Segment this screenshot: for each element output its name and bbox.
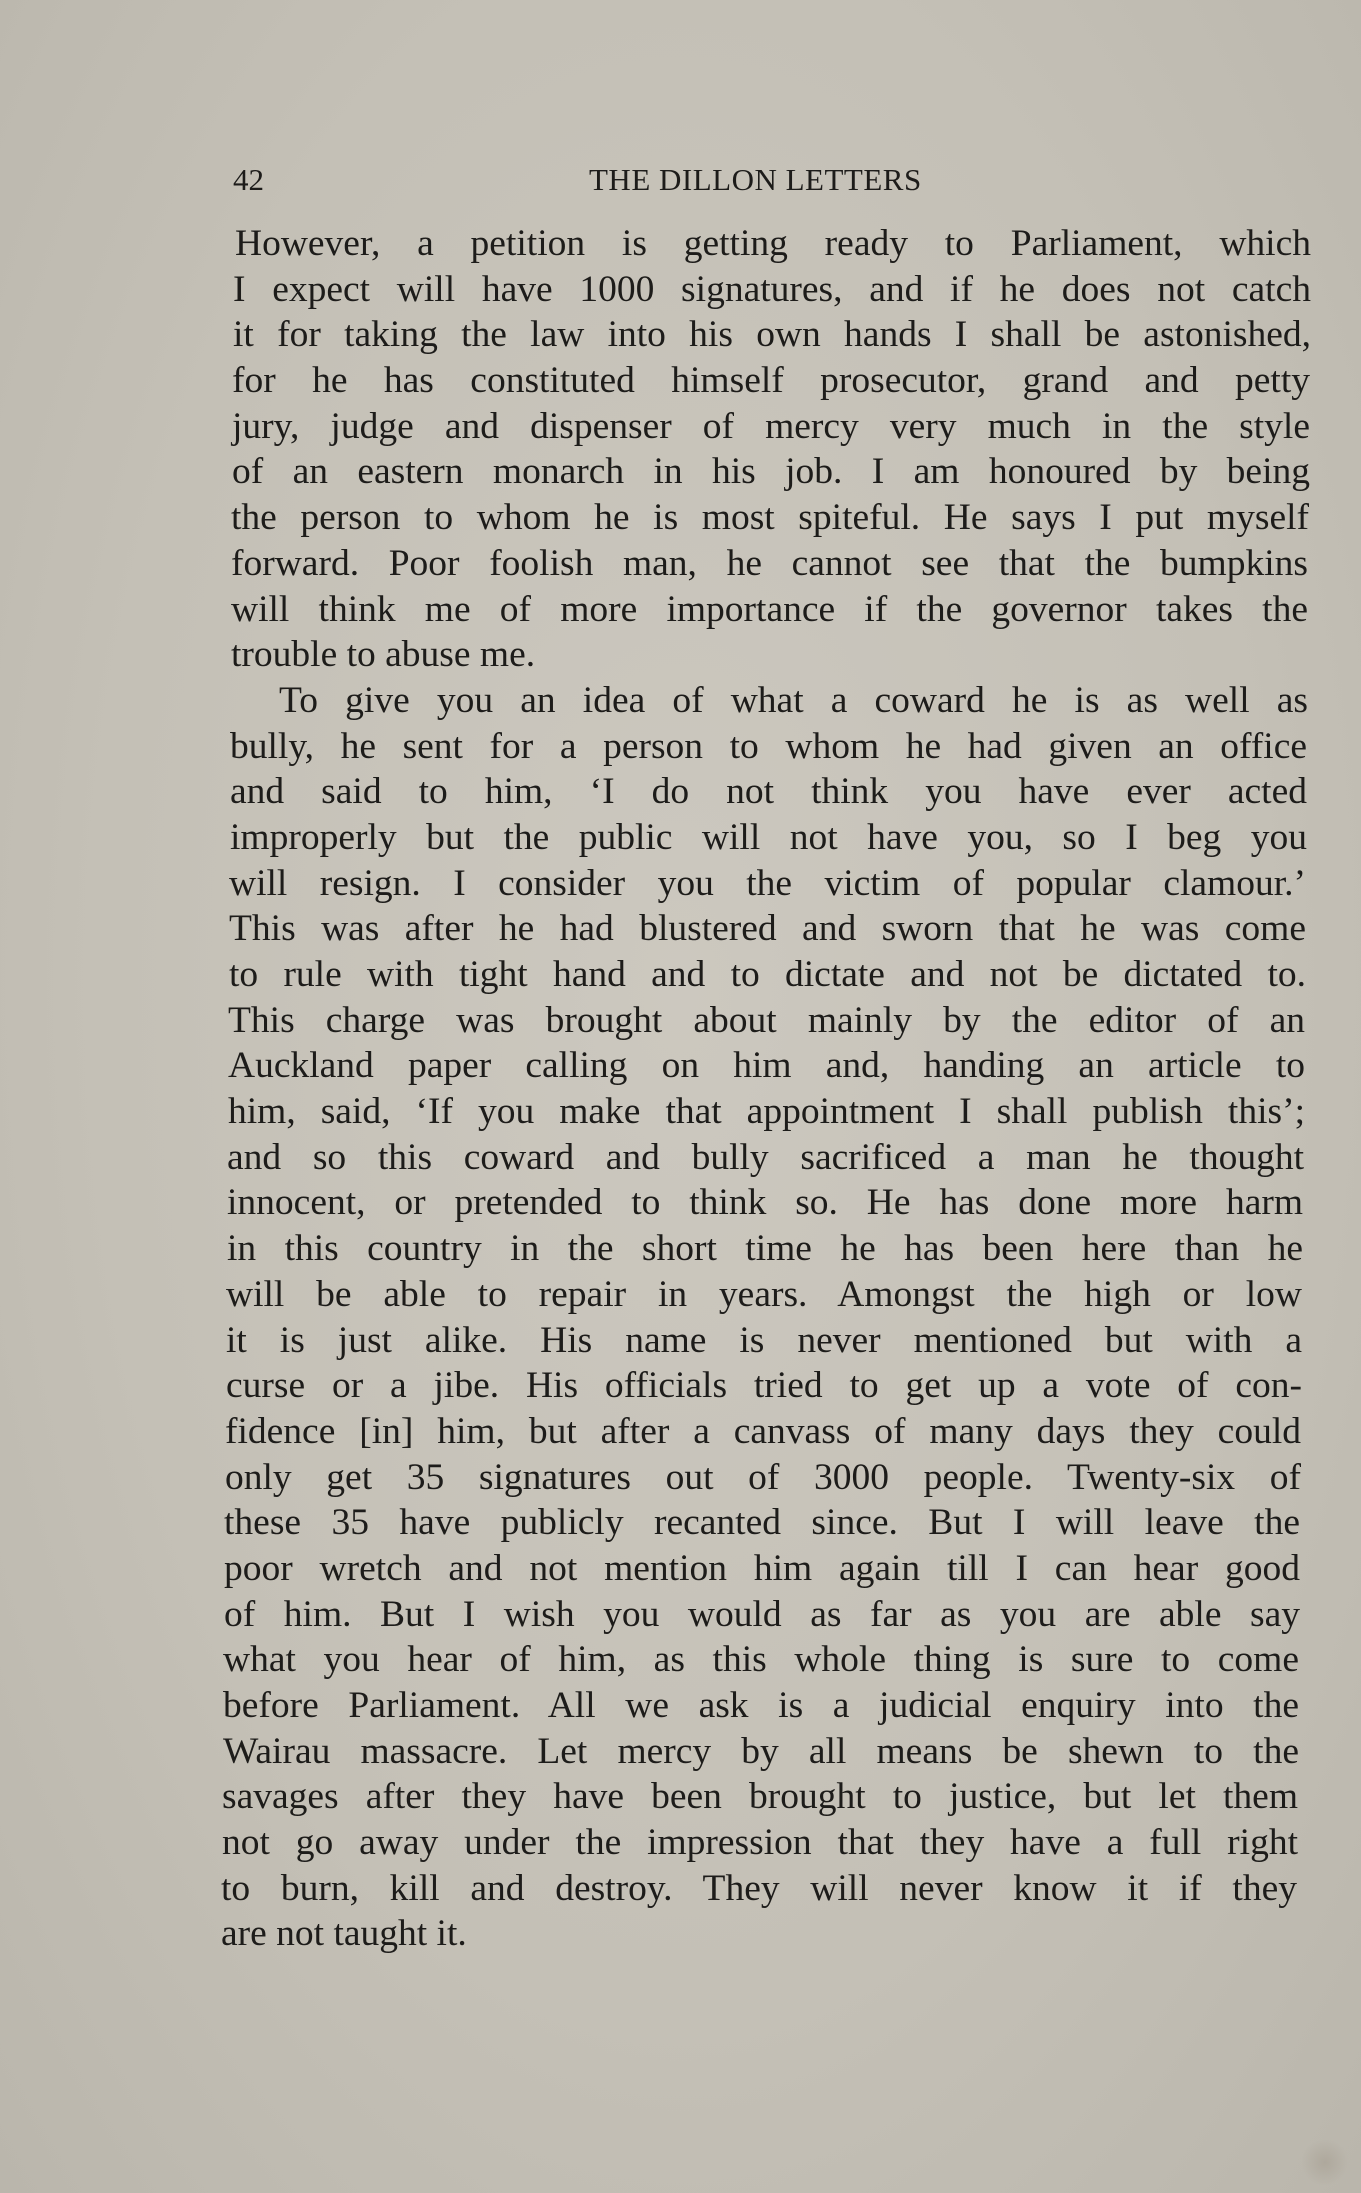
- text-line: and so this coward and bully sacrificed a man he thought: [227, 1136, 1304, 1178]
- running-head-title: THE DILLON LETTERS: [589, 162, 922, 197]
- text-line: for he has constituted himself prosecutor, grand and petty: [232, 360, 1310, 402]
- text-line: of him. But I wish you would as far as you are able say: [224, 1593, 1300, 1635]
- text-line: and said to him, ‘I do not think you have ever acted: [230, 771, 1307, 813]
- text-line: to burn, kill and destroy. They will never know it if they: [221, 1867, 1297, 1909]
- text-line: innocent, or pretended to think so. He has done more harm: [227, 1182, 1303, 1224]
- text-line: However, a petition is getting ready to Parliament, which: [235, 223, 1311, 264]
- text-line: Auckland paper calling on him and, handing an article to: [228, 1045, 1305, 1087]
- text-line: these 35 have publicly recanted since. But I will leave the: [224, 1502, 1300, 1544]
- text-line: improperly but the public will not have you, so I beg you: [230, 816, 1307, 858]
- text-line: This charge was brought about mainly by the editor of an: [228, 999, 1305, 1041]
- text-line: what you hear of him, as this whole thing is sure to come: [223, 1639, 1299, 1681]
- text-line: it is just alike. His name is never mentioned but with a: [226, 1319, 1302, 1361]
- page-number: 42: [233, 162, 264, 197]
- text-line: will think me of more importance if the governor takes the: [231, 588, 1308, 630]
- text-line: to rule with tight hand and to dictate and not be dictated to.: [229, 954, 1306, 995]
- text-line: are not taught it.: [221, 1913, 467, 1955]
- text-line: in this country in the short time he has been here than he: [227, 1228, 1303, 1270]
- text-line: trouble to abuse me.: [231, 634, 536, 676]
- page-smudge: [1300, 2140, 1350, 2185]
- text-line: bully, he sent for a person to whom he had given an office: [230, 725, 1307, 767]
- text-line: poor wretch and not mention him again till I can hear good: [224, 1547, 1300, 1589]
- text-line: savages after they have been brought to justice, but let them: [222, 1776, 1298, 1818]
- text-line: the person to whom he is most spiteful. He says I put myself: [231, 497, 1309, 539]
- text-line: I expect will have 1000 signatures, and if he does not catch: [233, 268, 1311, 310]
- text-line: forward. Poor foolish man, he cannot see that the bumpkins: [231, 542, 1308, 584]
- text-line: it for taking the law into his own hands I shall be astonished,: [233, 314, 1311, 356]
- text-line: jury, judge and dispenser of mercy very much in the style: [232, 405, 1310, 447]
- paragraph-first-line: To give you an idea of what a coward he is as well as: [279, 679, 1308, 721]
- text-line: fidence [in] him, but after a canvass of many days they could: [225, 1410, 1301, 1452]
- text-line: will resign. I consider you the victim of popular clamour.’: [229, 862, 1306, 904]
- text-line: him, said, ‘If you make that appointment I shall publish this’;: [228, 1091, 1305, 1133]
- text-line: curse or a jibe. His officials tried to get up a vote of con-: [226, 1365, 1302, 1407]
- text-line: before Parliament. All we ask is a judicial enquiry into the: [223, 1685, 1299, 1726]
- text-line: of an eastern monarch in his job. I am honoured by being: [232, 451, 1310, 493]
- text-line: not go away under the impression that they have a full right: [222, 1822, 1298, 1864]
- text-line: will be able to repair in years. Amongst the high or low: [226, 1273, 1302, 1315]
- body-text: [221, 221, 1311, 1957]
- text-line: This was after he had blustered and sworn that he was come: [229, 908, 1306, 950]
- text-line: only get 35 signatures out of 3000 people. Twenty-six of: [225, 1456, 1301, 1498]
- text-line: Wairau massacre. Let mercy by all means be shewn to the: [223, 1730, 1299, 1772]
- running-head: [233, 158, 961, 202]
